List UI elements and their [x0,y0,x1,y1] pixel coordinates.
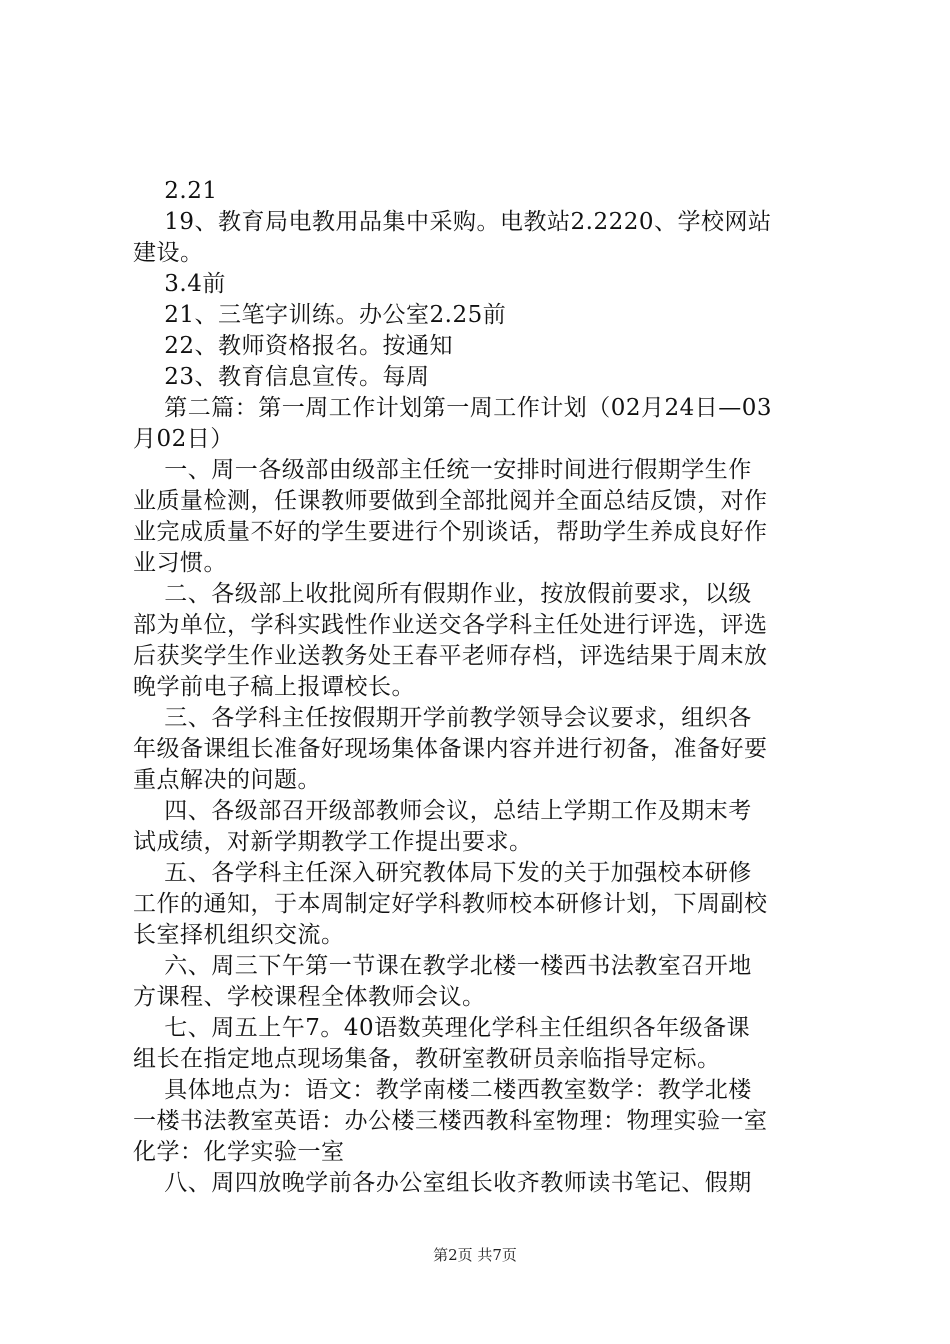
text-line: 23、教育信息宣传。每周 [133,364,430,390]
section-heading: 月02日） [133,426,234,452]
text-line: 工作的通知，于本周制定好学科教师校本研修计划，下周副校 [133,891,768,917]
text-line: 后获奖学生作业送教务处王春平老师存档，评选结果于周末放 [133,643,768,669]
text-line: 2.21 [133,178,218,204]
text-line: 化学：化学实验一室 [133,1139,345,1165]
text-line: 建设。 [133,240,204,266]
text-line: 六、周三下午第一节课在教学北楼一楼西书法教室召开地 [133,953,752,979]
text-line: 二、各级部上收批阅所有假期作业，按放假前要求，以级 [133,581,752,607]
text-line: 组长在指定地点现场集备，教研室教研员亲临指导定标。 [133,1046,721,1072]
text-line: 3.4前 [133,271,226,297]
text-line: 三、各学科主任按假期开学前教学领导会议要求，组织各 [133,705,752,731]
text-line: 21、三笔字训练。办公室2.25前 [133,302,507,328]
text-line: 业质量检测，任课教师要做到全部批阅并全面总结反馈，对作 [133,488,768,514]
text-line: 业习惯。 [133,550,227,576]
text-line: 重点解决的问题。 [133,767,321,793]
page-number: 第2页 共7页 [433,1246,517,1264]
text-line: 试成绩，对新学期教学工作提出要求。 [133,829,533,855]
document-body [133,176,837,1199]
text-line: 四、各级部召开级部教师会议，总结上学期工作及期末考 [133,798,752,824]
text-line: 方课程、学校课程全体教师会议。 [133,984,486,1010]
text-line: 部为单位，学科实践性作业送交各学科主任处进行评选，评选 [133,612,768,638]
section-heading: 第二篇：第一周工作计划第一周工作计划（02月24日—03 [133,395,773,421]
text-line: 一、周一各级部由级部主任统一安排时间进行假期学生作 [133,457,752,483]
text-line: 五、各学科主任深入研究教体局下发的关于加强校本研修 [133,860,752,886]
text-line: 长室择机组织交流。 [133,922,345,948]
text-line: 八、周四放晚学前各办公室组长收齐教师读书笔记、假期 [133,1170,752,1196]
text-line: 晚学前电子稿上报谭校长。 [133,674,415,700]
text-line: 19、教育局电教用品集中采购。电教站2.2220、学校网站 [133,209,772,235]
text-line: 业完成质量不好的学生要进行个别谈话，帮助学生养成良好作 [133,519,768,545]
text-line: 七、周五上午7。40语数英理化学科主任组织各年级备课 [133,1015,751,1041]
text-line: 一楼书法教室英语：办公楼三楼西教科室物理：物理实验一室 [133,1108,768,1134]
text-line: 22、教师资格报名。按通知 [133,333,454,359]
page-footer [0,1244,950,1265]
text-line: 年级备课组长准备好现场集体备课内容并进行初备，准备好要 [133,736,768,762]
text-line: 具体地点为：语文：教学南楼二楼西教室数学：教学北楼 [133,1077,752,1103]
